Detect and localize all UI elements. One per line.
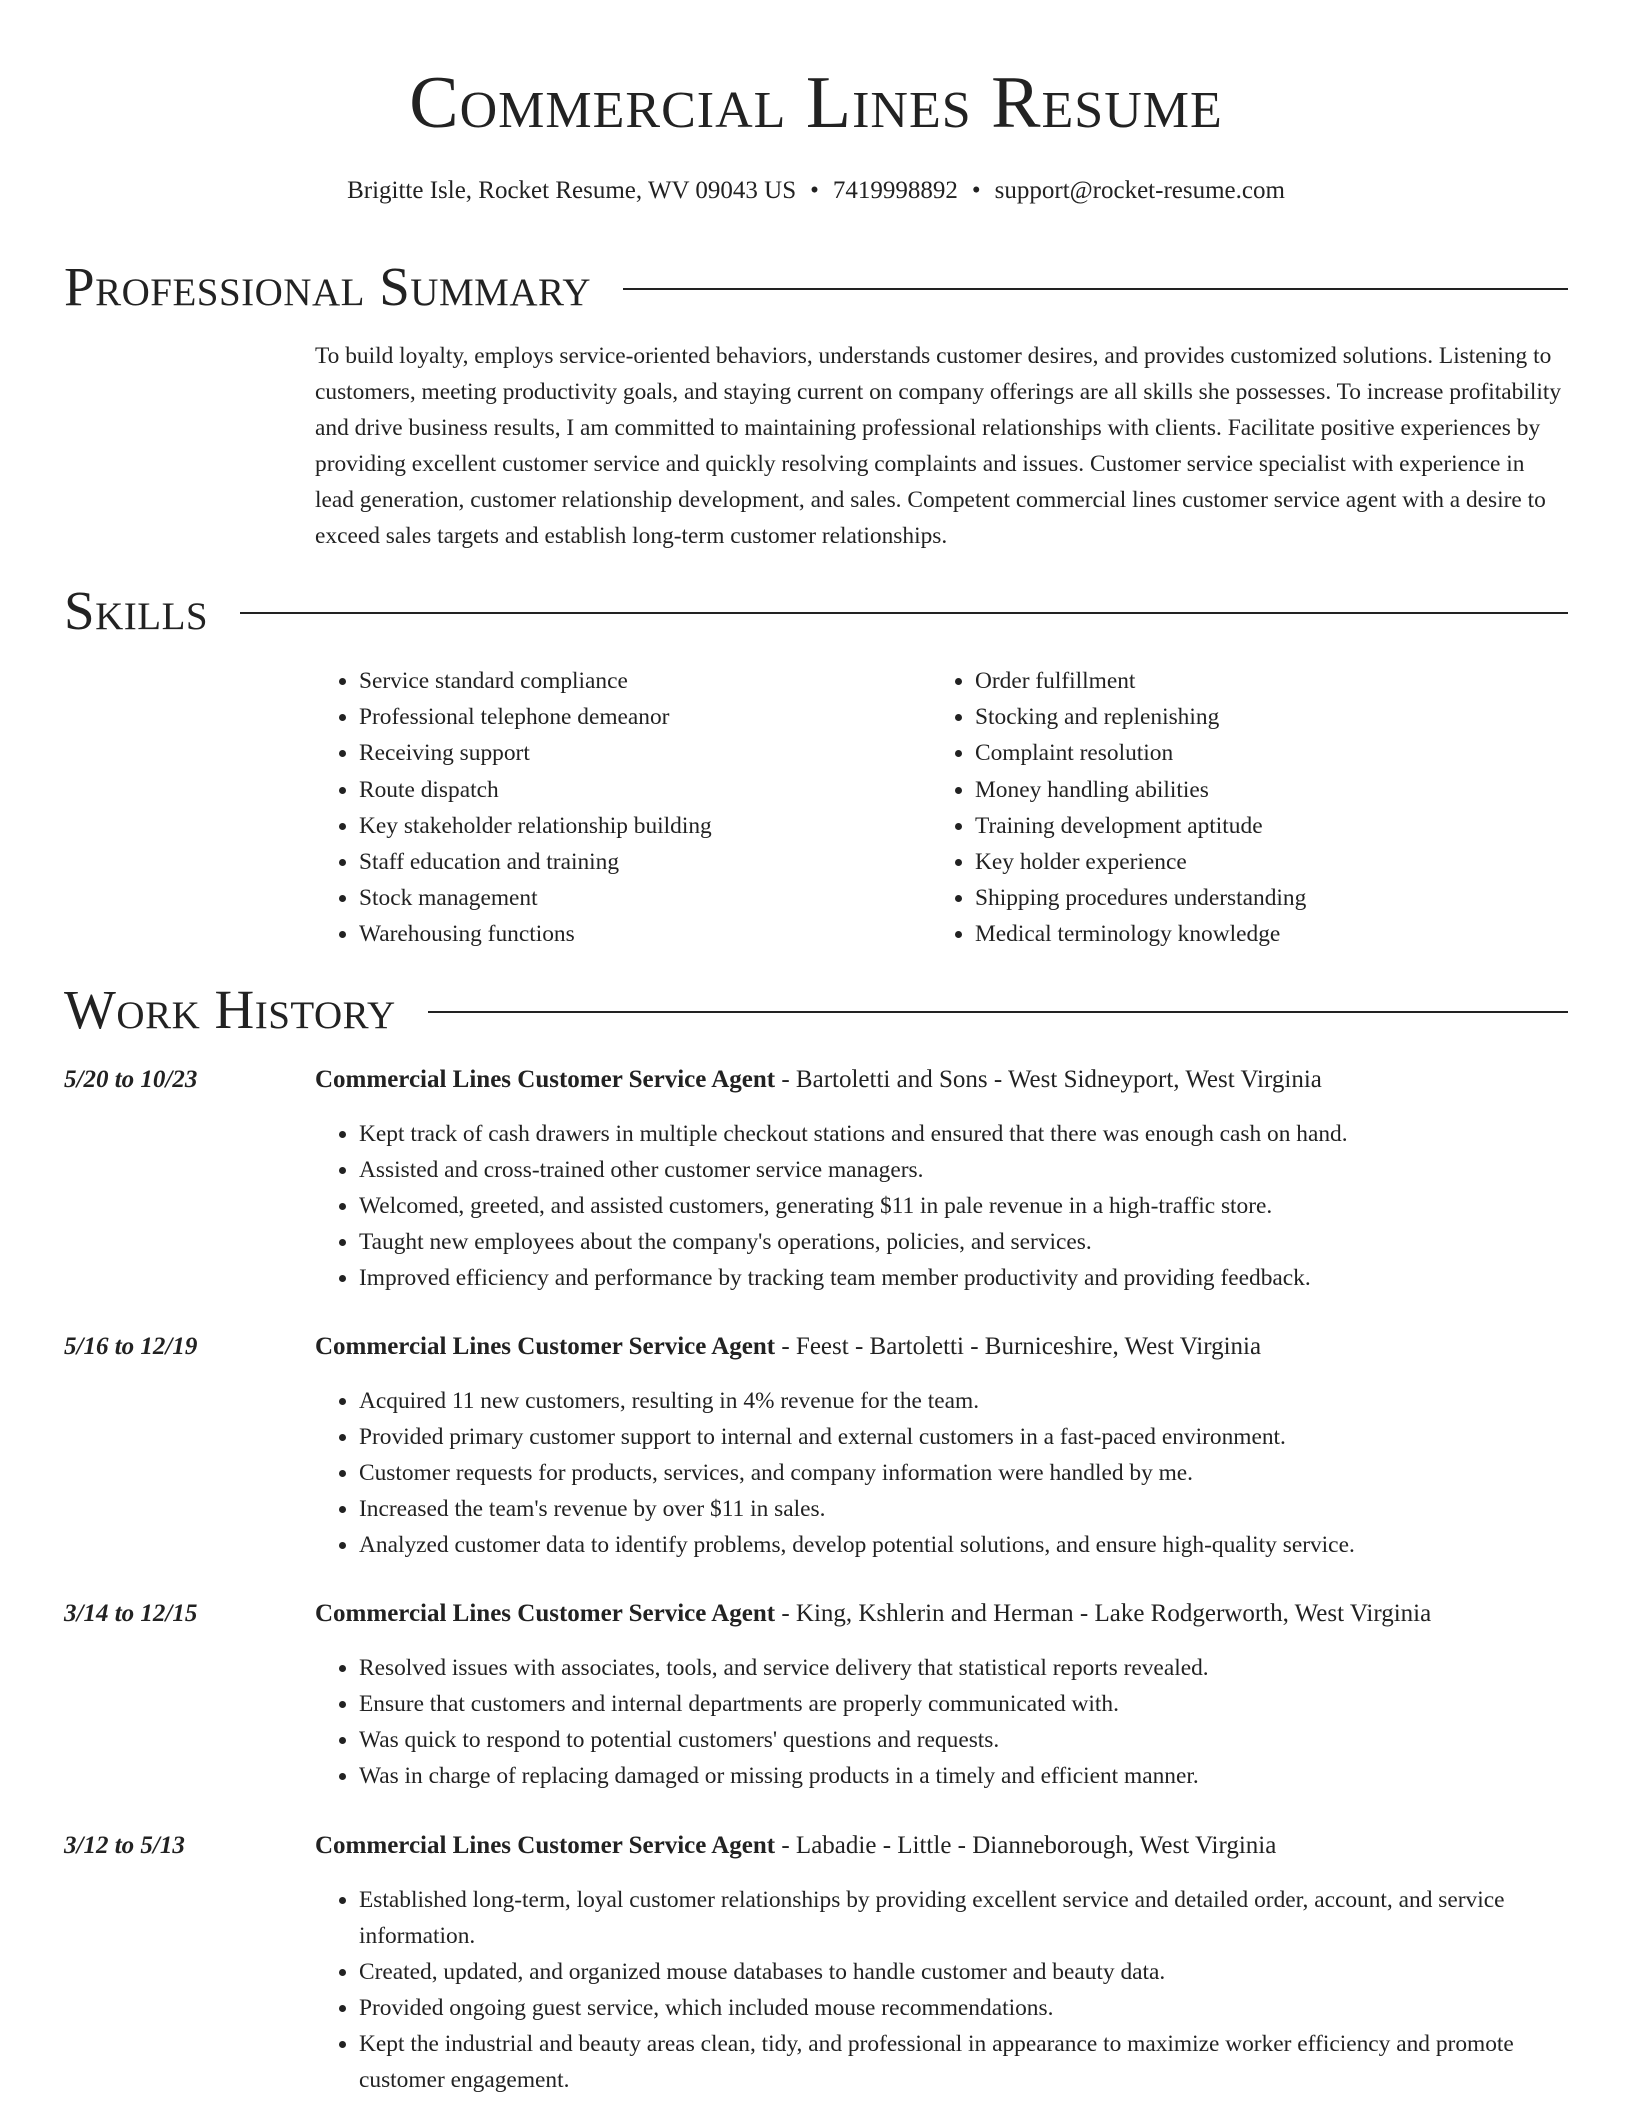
skills-list-right <box>931 663 1575 953</box>
job-bullets <box>315 1882 1568 2098</box>
job-employer: - Bartoletti and Sons - West Sidneyport, West Virginia <box>775 1066 1322 1093</box>
skill-item: • Service standard compliance <box>359 663 919 699</box>
contact-email: support@rocket-resume.com <box>994 177 1285 204</box>
skills-heading: Skills <box>64 580 209 641</box>
job-dates: 5/16 to 12/19 <box>64 1333 198 1360</box>
skill-item: • Professional telephone demeanor <box>359 699 919 735</box>
job-bullet: • Kept the industrial and beauty areas clean, tidy, and professional in appearance to maximize worker efficiency and promote customer engagement. <box>359 2026 1568 2098</box>
summary-text: To build loyalty, employs service-oriented behaviors, understands customer desires, and provides customized solutions. Listening to customers, meeting productivity goals, and staying current on company offerings are all skills she possesses. To increase profitability and drive business results, I am committed to maintaining professional relationships with clients. Facilitate positive experiences by providing excellent customer service and quickly resolving complaints and issues. Customer service specialist with experience in lead generation, customer relationship development, and sales. Competent commercial lines customer service agent with a desire to exceed sales targets and establish long-term customer relationships. <box>315 343 1562 549</box>
skill-item: • Stock management <box>359 880 919 916</box>
job-employer: - King, Kshlerin and Herman - Lake Rodgerworth, West Virginia <box>775 1600 1432 1627</box>
job-bullets <box>315 1383 1568 1563</box>
skill-item: • Key stakeholder relationship building <box>359 808 919 844</box>
summary-heading: Professional Summary <box>64 256 592 317</box>
job-bullet: • Provided ongoing guest service, which included mouse recommendations. <box>359 1990 1568 2026</box>
job-heading <box>315 1062 1568 1098</box>
job-bullet: • Resolved issues with associates, tools, and service delivery that statistical reports revealed. <box>359 1650 1568 1686</box>
skills-section-heading <box>64 576 1568 646</box>
job-bullet: • Acquired 11 new customers, resulting in 4% revenue for the team. <box>359 1383 1568 1419</box>
job-title: Commercial Lines Customer Service Agent <box>315 1600 776 1627</box>
job-bullet: • Analyzed customer data to identify problems, develop potential solutions, and ensure high-quality service. <box>359 1527 1568 1563</box>
job-dates: 3/14 to 12/15 <box>64 1600 198 1627</box>
job-bullet: • Taught new employees about the company's operations, policies, and services. <box>359 1224 1568 1260</box>
contact-separator: • <box>810 177 819 204</box>
skill-item: • Order fulfillment <box>975 663 1575 699</box>
skill-item: • Warehousing functions <box>359 916 919 952</box>
job-bullet: • Customer requests for products, services, and company information were handled by me. <box>359 1455 1568 1491</box>
skill-item: • Key holder experience <box>975 844 1575 880</box>
job-bullets <box>315 1116 1568 1296</box>
job-bullet: • Welcomed, greeted, and assisted customers, generating $11 in pale revenue in a high-traffic store. <box>359 1188 1568 1224</box>
contact-address: Brigitte Isle, Rocket Resume, WV 09043 US <box>347 177 797 204</box>
work-heading-rule <box>428 1011 1568 1013</box>
contact-phone: 7419998892 <box>832 177 958 204</box>
contact-line <box>0 174 1632 208</box>
job-bullet: • Was in charge of replacing damaged or missing products in a timely and efficient manner. <box>359 1758 1568 1794</box>
resume-title: Commercial Lines Resume <box>409 62 1223 144</box>
contact-separator: • <box>971 177 981 204</box>
job-bullet: • Improved efficiency and performance by tracking team member productivity and providing feedback. <box>359 1260 1568 1296</box>
skill-item: • Stocking and replenishing <box>975 699 1575 735</box>
job-bullet: • Increased the team's revenue by over $11 in sales. <box>359 1491 1568 1527</box>
skill-item: • Complaint resolution <box>975 735 1575 771</box>
job-employer: - Labadie - Little - Dianneborough, West Virginia <box>775 1832 1277 1859</box>
skill-item: • Money handling abilities <box>975 772 1575 808</box>
job-dates: 5/20 to 10/23 <box>64 1066 198 1093</box>
job-title: Commercial Lines Customer Service Agent <box>315 1832 776 1859</box>
job-heading <box>315 1596 1568 1632</box>
job-heading <box>315 1828 1568 1864</box>
job-bullet: • Ensure that customers and internal departments are properly communicated with. <box>359 1686 1568 1722</box>
work-heading: Work History <box>64 979 396 1040</box>
job-bullet: • Created, updated, and organized mouse databases to handle customer and beauty data. <box>359 1954 1568 1990</box>
job-employer: - Feest - Bartoletti - Burniceshire, West Virginia <box>775 1333 1262 1360</box>
job-dates: 3/12 to 5/13 <box>64 1832 185 1859</box>
summary-section-heading <box>64 252 1568 322</box>
job-bullet: • Kept track of cash drawers in multiple checkout stations and ensured that there was enough cash on hand. <box>359 1116 1568 1152</box>
job-bullet: • Was quick to respond to potential customers' questions and requests. <box>359 1722 1568 1758</box>
work-section-heading <box>64 975 1568 1045</box>
job-bullet: • Provided primary customer support to internal and external customers in a fast-paced environment. <box>359 1419 1568 1455</box>
skill-item: • Route dispatch <box>359 772 919 808</box>
skills-heading-rule <box>240 612 1568 614</box>
skills-list-left <box>315 663 919 953</box>
job-title: Commercial Lines Customer Service Agent <box>315 1066 776 1093</box>
summary-heading-rule <box>623 288 1568 290</box>
skill-item: • Staff education and training <box>359 844 919 880</box>
skill-item: • Medical terminology knowledge <box>975 916 1575 952</box>
job-bullets <box>315 1650 1568 1794</box>
skill-item: • Training development aptitude <box>975 808 1575 844</box>
job-bullet: • Established long-term, loyal customer relationships by providing excellent service and detailed order, account, and service information. <box>359 1882 1568 1954</box>
skill-item: • Shipping procedures understanding <box>975 880 1575 916</box>
job-bullet: • Assisted and cross-trained other customer service managers. <box>359 1152 1568 1188</box>
skill-item: • Receiving support <box>359 735 919 771</box>
job-title: Commercial Lines Customer Service Agent <box>315 1333 776 1360</box>
job-heading <box>315 1329 1568 1365</box>
